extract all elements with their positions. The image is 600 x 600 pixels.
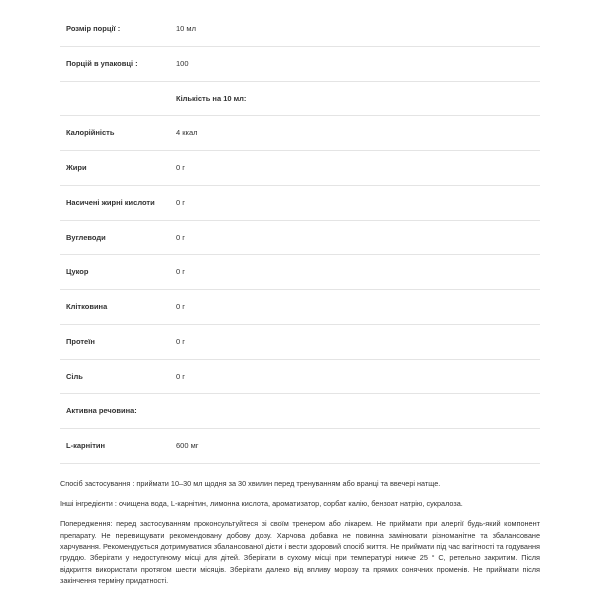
table-row xyxy=(60,255,540,290)
table-row xyxy=(60,324,540,359)
row-value xyxy=(176,394,540,429)
row-label: Вуглеводи xyxy=(66,232,106,242)
row-label: Клітковина xyxy=(66,302,108,311)
nutrition-table-body xyxy=(60,12,540,463)
row-value: 600 мг xyxy=(176,441,199,450)
table-row xyxy=(60,359,540,394)
row-value: 10 мл xyxy=(176,24,196,33)
row-label: L-карнітин xyxy=(66,441,106,450)
row-value: 4 ккал xyxy=(176,128,198,138)
row-label: Насичені жирні кислоти xyxy=(66,197,155,207)
table-row xyxy=(60,185,540,220)
usage-note: Спосіб застосування : приймати 10–30 мл щодня за 30 хвилин перед тренуванням або вранці та ввечері натще. xyxy=(60,478,441,488)
table-row xyxy=(60,46,540,81)
row-label xyxy=(60,81,176,116)
row-value: 0 г xyxy=(176,371,185,381)
table-row xyxy=(60,12,540,46)
table-row xyxy=(60,290,540,325)
row-value: 0 г xyxy=(176,302,185,311)
row-label: Калорійність xyxy=(66,128,115,138)
row-label: Розмір порції : xyxy=(66,24,121,33)
row-label: Протеїн xyxy=(66,336,95,346)
table-row xyxy=(60,220,540,255)
notes-section xyxy=(60,478,540,586)
table-row xyxy=(60,151,540,186)
ingredients-note: Інші інгредієнти : очищена вода, L-карнітин, лимонна кислота, ароматизатор, сорбат калію, бензоат натрію, сукралоза. xyxy=(60,499,463,509)
table-row xyxy=(60,116,540,151)
row-value: 0 г xyxy=(176,197,185,207)
row-label: Жири xyxy=(66,163,87,172)
row-value: 0 г xyxy=(176,163,185,172)
row-value: 100 xyxy=(176,58,189,68)
row-value: 0 г xyxy=(176,232,185,242)
active-substance-heading: Активна речовина: xyxy=(66,406,137,416)
nutrition-table xyxy=(60,12,540,464)
warning-note: Попередження: перед застосуванням проконсультуйтеся зі своїм тренером або лікарем. Не приймати при алергії будь-який компонент препарату. Не перевищувати рекомендовану добову дозу. Харчова добавка не повинна замінювати різноманітне та збалансоване харчування. Рекомендується дотримуватися збалансованої дієти і вести здоровий спосіб життя. Не приймати під час вагітності та годування груддю. Зберігати у недоступному місці для дітей. Зберігати в сухому місці при температурі нижче 25 ° С, ретельно закритим. Після відкриття використати протягом шести місяців. Зберігати далеко від впливу морозу та прямих сонячних променів. Не приймати після закінчення терміну придатності. xyxy=(60,519,540,585)
table-row xyxy=(60,429,540,464)
amount-per-serving-heading: Кількість на 10 мл: xyxy=(176,93,247,103)
row-label: Цукор xyxy=(66,267,89,277)
row-label: Порцій в упаковці : xyxy=(66,58,138,68)
table-row-active-substance xyxy=(60,394,540,429)
table-row-amount-heading xyxy=(60,81,540,116)
row-value: 0 г xyxy=(176,336,185,346)
row-value: 0 г xyxy=(176,267,185,277)
row-label: Сіль xyxy=(66,371,83,381)
